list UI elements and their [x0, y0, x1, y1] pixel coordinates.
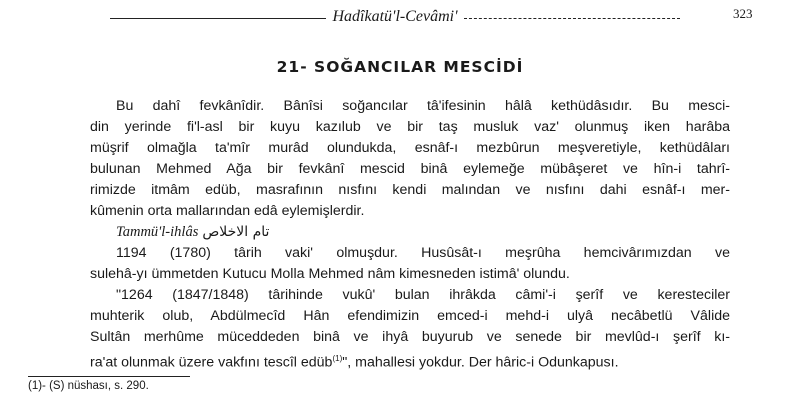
paragraph2-line: 1194 (1780) târih vaki' olmuşdur. Husûsât-ı meşrûha hemcivârımızdan ve: [116, 245, 730, 261]
paragraph1-line: müşrif olmağla ta'mîr murâd olundukda, esnâf-ı mezbûrun meşveretiyle, kethüdâları: [90, 140, 730, 156]
running-header: [110, 6, 680, 28]
paragraph2-line: sulehâ-yı ümmetden Kutucu Molla Mehmed nâm kimesneden istimâ' olundu.: [90, 266, 570, 282]
paragraph3-line: Sultân merhûme müceddeden binâ ve ihyâ buyurub ve senede bir mevlûd-ı şerîf kı-: [90, 329, 730, 345]
chronogram-latin: Tammü'l-ihlâs: [116, 224, 199, 240]
chronogram-line: [90, 222, 730, 243]
paragraph1-line: bulunan Mehmed Ağa bir fevkânî mescid binâ eylemeğe mübâşeret ve hîn-i tahrî-: [90, 161, 730, 177]
paragraph1-line: din yerinde fi'l-asl bir kuyu kazılub ve bir taş musluk vaz' olunmuş iken harâba: [90, 119, 730, 135]
body-text: [90, 96, 730, 369]
paragraph1-line: Bu dahî fevkânîdir. Bânîsi soğancılar tâ'ifesinin hâlâ kethüdâsıdır. Bu mesci-: [116, 98, 730, 114]
chronogram-arabic: تام الاخلاص: [202, 224, 270, 240]
header-rule-left: [110, 18, 326, 19]
section-title: 21- SOĞANCILAR MESCİDİ: [276, 58, 524, 76]
paragraph3-last-line-tail: ", mahallesi yokdur. Der hâric-i Odunkapusı.: [342, 354, 619, 371]
footnote-rule: [28, 376, 190, 377]
page-number: 323: [733, 6, 753, 21]
footnote: (1)- (S) nüshası, s. 290.: [28, 380, 149, 392]
paragraph1-line: kûmenin orta mallarından edâ eylemişlerdir.: [90, 203, 365, 219]
header-title: Hadîkatü'l-Cevâmi': [332, 8, 458, 25]
paragraph1-line: rimizde itmâm edüb, masrafının nısfını kendi malından ve nısfını dahi esnâf-ı mer-: [90, 182, 730, 198]
paragraph3-last-line-text: ra'at olunmak üzere vakfını tescîl edüb: [90, 354, 333, 371]
footnote-reference: (1): [332, 354, 343, 363]
paragraph3-last-line: [90, 348, 730, 369]
paragraph3-line: "1264 (1847/1848) târihinde vukû' bulan ihrâkda câmi'-i şerîf ve keresteciler: [116, 287, 730, 303]
paragraph3-line: muhterik olub, Abdülmecîd Hân efendimizin emced-i mehd-i ulyâ necâbetlü Vâlide: [90, 308, 730, 324]
header-rule-right: [464, 18, 680, 19]
